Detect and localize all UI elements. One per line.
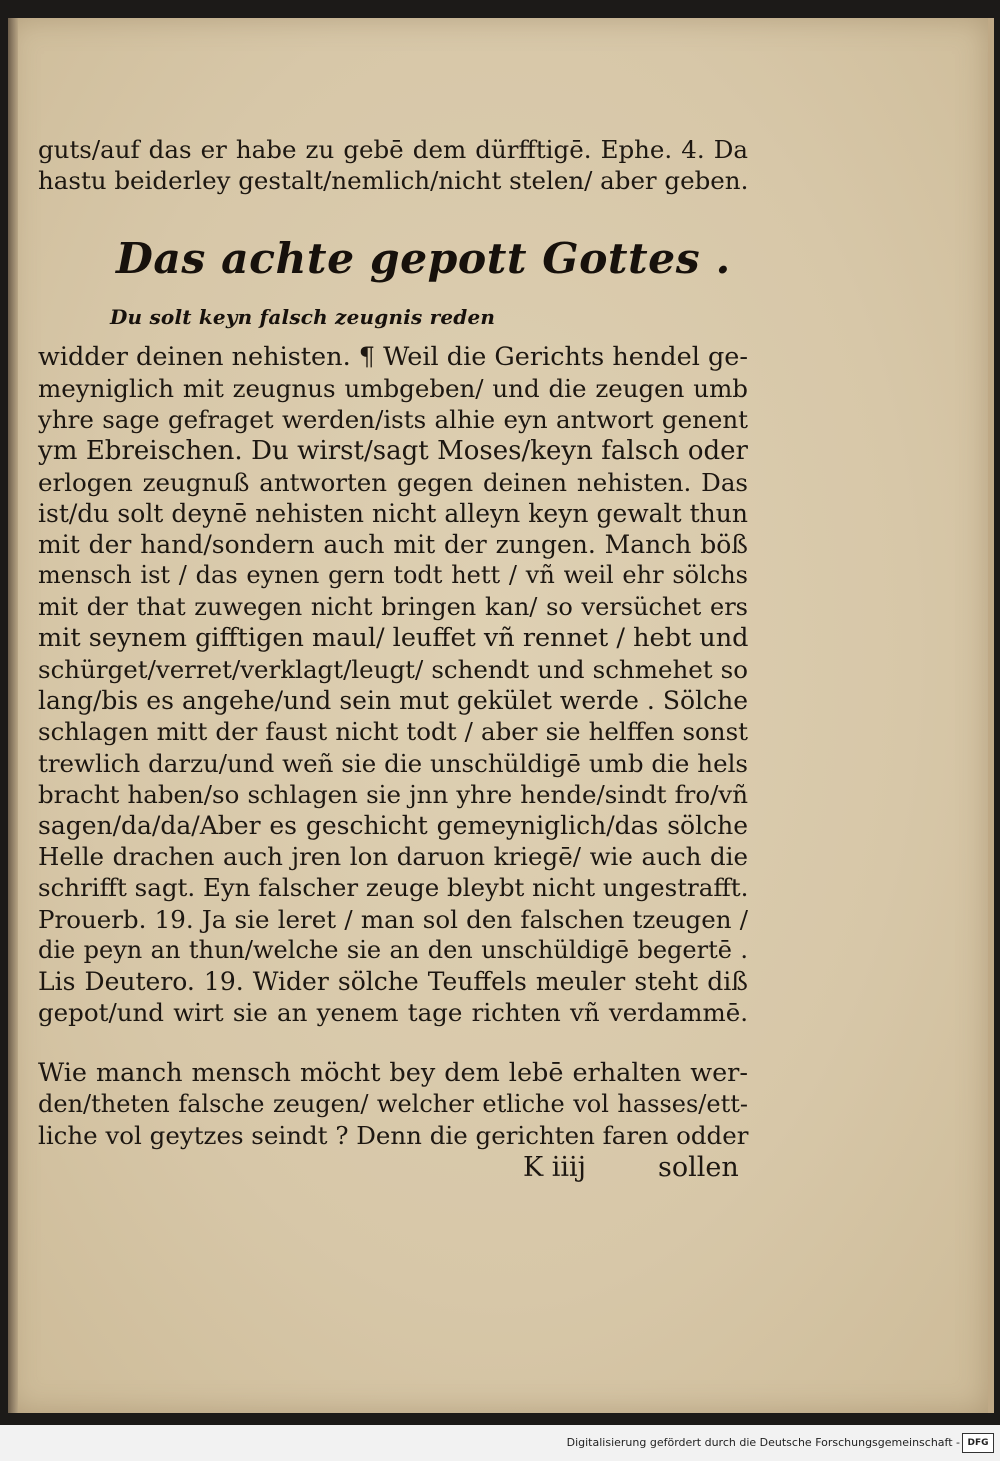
page-gutter [8,18,18,1413]
heading-line-commandment: Du solt keyn falsch zeugnis reden [110,305,496,329]
second-paragraph [38,1058,748,1152]
text-line: mit seynem gifftigen maul/ leuffet vñ rennet / hebt und [38,622,749,653]
text-line: bracht haben/so schlagen sie jnn yhre hende/sindt fro/vñ [38,779,748,809]
text-line: ist/du solt deynē nehisten nicht alleyn keyn gewalt thun [38,499,748,529]
text-line: schürget/verret/verklagt/leugt/ schendt und schmehet so [38,655,748,685]
text-line: mensch ist / das eynen gern todt hett / vñ weil ehr sölchs [38,561,748,590]
commandment-heading [110,230,736,346]
text-line: ym Ebreischen. Du wirst/sagt Moses/keyn falsch oder [38,435,748,466]
text-line: Helle drachen auch jren lon daruon kriegē/ wie auch die [38,842,748,872]
text-line: Lis Deutero. 19. Wider sölche Teuffels meuler steht diß [38,967,748,997]
funding-credit: Digitalisierung gefördert durch die Deutsche Forschungsgemeinschaft - [566,1436,960,1449]
book-page [8,18,994,1413]
text-line: Prouerb. 19. Ja sie leret / man sol den falschen tzeugen / [38,904,748,934]
text-line: den/theten falsche zeugen/ welcher etliche vol hasses/ett- [38,1090,748,1119]
signature-mark: K iiij [523,1152,587,1183]
text-line: lang/bis es angehe/und sein mut gekület werde . Sölche [38,686,748,716]
text-line: die peyn an thun/welche sie an den unschüldigē begertē . [38,935,748,964]
body-paragraph [38,342,748,1028]
text-line: yhre sage gefraget werden/ists alhie eyn antwort genent [38,405,748,435]
text-line: Wie manch mensch möcht bey dem lebē erhalten wer- [38,1058,748,1088]
text-line: guts/auf das er habe zu gebē dem dürfftigē. Ephe. 4. Da [38,135,748,164]
text-line: mit der that zuwegen nicht bringen kan/ so versüchet ers [38,592,748,621]
page-footer [38,1152,748,1184]
text-line: widder deinen nehisten. ¶ Weil die Gerichts hendel ge- [38,342,749,372]
text-line: meyniglich mit zeugnus umbgeben/ und die zeugen umb [38,374,748,404]
text-line: mit der hand/sondern auch mit der zungen. Manch böß [38,530,748,560]
dfg-logo-icon: DFG [962,1433,994,1453]
text-line: schrifft sagt. Eyn falscher zeuge bleybt nicht ungestrafft. [38,873,749,903]
credit-bar [0,1425,1000,1461]
text-line: sagen/da/da/Aber es geschicht gemeyniglich/das sölche [38,811,748,841]
text-line: schlagen mitt der faust nicht todt / aber sie helffen sonst [38,717,748,747]
heading-line-title: Das achte gepott Gottes . [116,234,731,284]
text-line: erlogen zeugnuß antworten gegen deinen nehisten. Das [38,467,748,497]
text-line: trewlich darzu/und weñ sie die unschüldigē umb die hels [38,748,748,778]
catchword: sollen [658,1152,739,1183]
text-line: gepot/und wirt sie an yenem tage richten vñ verdammē. [38,998,748,1028]
top-paragraph [38,134,748,196]
text-line: hastu beiderley gestalt/nemlich/nicht stelen/ aber geben. [38,166,749,196]
text-line: liche vol geytzes seindt ? Denn die gerichten faren odder [38,1121,749,1151]
